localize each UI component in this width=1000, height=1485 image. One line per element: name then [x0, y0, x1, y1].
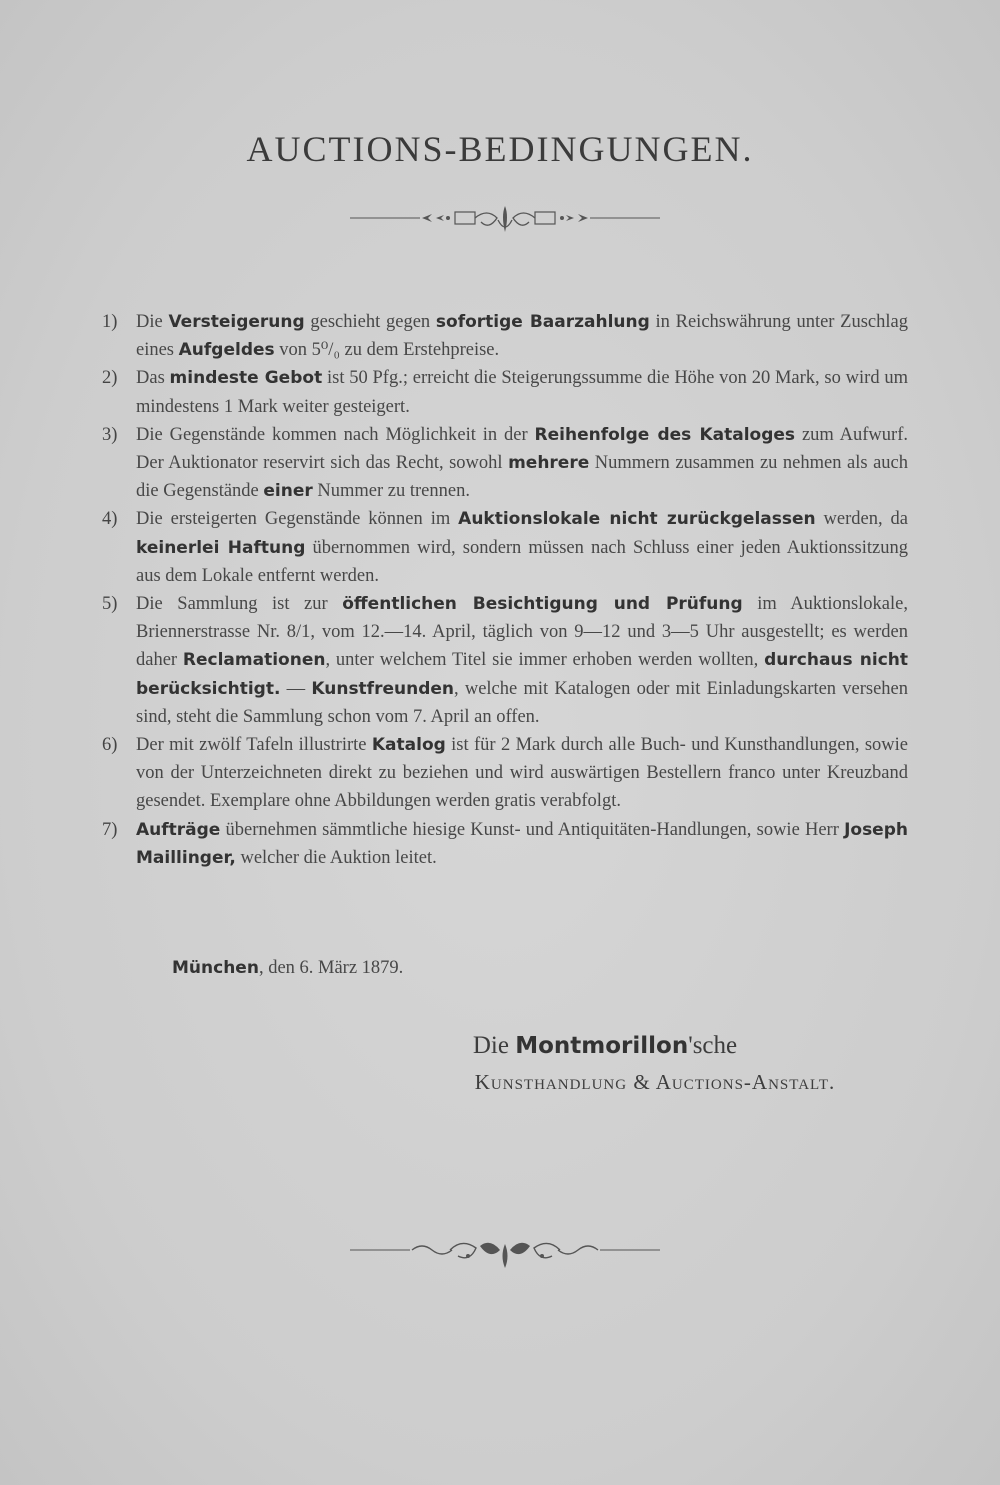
condition-item: [100, 590, 908, 731]
condition-emphasis: Joseph Maillinger,: [136, 819, 908, 868]
condition-emphasis: Katalog: [371, 735, 446, 756]
condition-emphasis: mindeste Gebot: [169, 368, 323, 389]
signature-firm-name: [300, 1032, 910, 1060]
condition-text: , unter welchem Titel sie immer erhoben werden wollten,: [325, 650, 765, 671]
condition-text: im Auktionslokale, Briennerstrasse Nr. 8/1, vom 12.—14. April, täglich von 9—12 und 3—5 Uhr ausgestellt; es werden daher: [136, 594, 908, 671]
condition-text: Die Gegenstände kommen nach Möglichkeit in der: [136, 424, 535, 445]
condition-number: 6): [102, 735, 118, 756]
condition-text: ist für 2 Mark durch alle Buch- und Kunsthandlungen, sowie von der Unterzeichneten direkt zu beziehen und wird auswärtigen Bestellern franco unter Kreuzband gesendet. Exemplare ohne Abbildungen werden gratis verabfolgt.: [136, 735, 908, 812]
auction-conditions-list: [100, 308, 908, 872]
condition-emphasis: Reclamationen: [182, 650, 326, 671]
signature-firm-type: Kunsthandlung & Auctions-Anstalt.: [474, 1070, 836, 1094]
condition-emphasis: keinerlei Haftung: [136, 537, 306, 558]
condition-text: welcher die Auktion leitet.: [235, 847, 437, 868]
condition-emphasis: Reihenfolge des Kataloges: [534, 424, 796, 445]
condition-number: 1): [102, 312, 118, 332]
signature-block: [400, 1032, 910, 1095]
condition-number: 3): [102, 424, 118, 445]
condition-item: [100, 731, 908, 816]
condition-text: Der mit zwölf Tafeln illustrirte: [136, 735, 372, 756]
condition-emphasis: sofortige Baarzahlung: [435, 312, 650, 332]
condition-text: werden, da: [815, 509, 908, 530]
ornament-divider-top: [350, 200, 660, 240]
condition-text: Nummer zu trennen.: [312, 481, 470, 502]
condition-item: [100, 505, 908, 590]
condition-emphasis: mehrere: [508, 453, 590, 474]
condition-emphasis: Auktionslokale nicht zurückgelassen: [458, 509, 816, 530]
condition-text: Die: [136, 312, 169, 332]
condition-text: Das: [136, 368, 170, 389]
signature-prefix: Die: [472, 1032, 516, 1059]
condition-emphasis: öffentlichen Besichtigung und Prüfung: [342, 594, 743, 615]
condition-emphasis: Aufträge: [136, 819, 221, 840]
condition-emphasis: einer: [263, 481, 313, 502]
condition-text: in Reichswährung unter Zuschlag eines: [136, 312, 908, 361]
document-title: AUCTIONS-BEDINGUNGEN.: [246, 129, 754, 169]
condition-text: Die ersteigerten Gegenstände können im: [136, 509, 459, 530]
condition-text: ist 50 Pfg.; erreicht die Steigerungssumme die Höhe von 20 Mark, so wird um mindestens 1 Mark weiter gesteigert.: [136, 368, 908, 417]
condition-number: 2): [102, 368, 118, 389]
place-date-line: [172, 958, 403, 979]
condition-number: 5): [102, 594, 118, 615]
condition-text: übernommen wird, sondern müssen nach Schluss einer jeden Auktionssitzung aus dem Lokale entfernt werden.: [136, 537, 908, 586]
condition-text: von 5⁰/₀ zu dem Erstehpreise.: [274, 340, 500, 361]
condition-text: Die Sammlung ist zur: [136, 594, 343, 615]
condition-number: 4): [102, 509, 118, 530]
condition-number: 7): [102, 819, 118, 840]
condition-text: zum Aufwurf. Der Auktionator reservirt sich das Recht, sowohl: [136, 424, 908, 474]
condition-emphasis: Versteigerung: [168, 312, 305, 332]
condition-item: [100, 816, 908, 872]
date-text: , den 6. März 1879.: [258, 958, 404, 978]
condition-emphasis: durchaus nicht berücksichtigt.: [136, 650, 908, 699]
condition-item: [100, 421, 908, 506]
condition-emphasis: Kunstfreunden: [311, 678, 454, 699]
condition-emphasis: Aufgeldes: [178, 340, 275, 361]
condition-text: geschieht gegen: [304, 312, 436, 332]
condition-text: übernehmen sämmtliche hiesige Kunst- und Antiquitäten-Handlungen, sowie Herr: [220, 819, 845, 840]
condition-text: , welche mit Katalogen oder mit Einladungskarten versehen sind, steht die Sammlung schon vom 7. April an offen.: [136, 678, 909, 727]
condition-text: —: [280, 678, 312, 699]
condition-item: [100, 364, 908, 420]
signature-name: Montmorillon: [515, 1033, 689, 1059]
place-name: München: [172, 958, 259, 978]
signature-suffix: 'sche: [688, 1032, 738, 1059]
ornament-divider-bottom: [350, 1232, 660, 1272]
condition-item: [100, 308, 908, 364]
condition-text: Nummern zusammen zu nehmen als auch die Gegenstände: [136, 453, 909, 502]
